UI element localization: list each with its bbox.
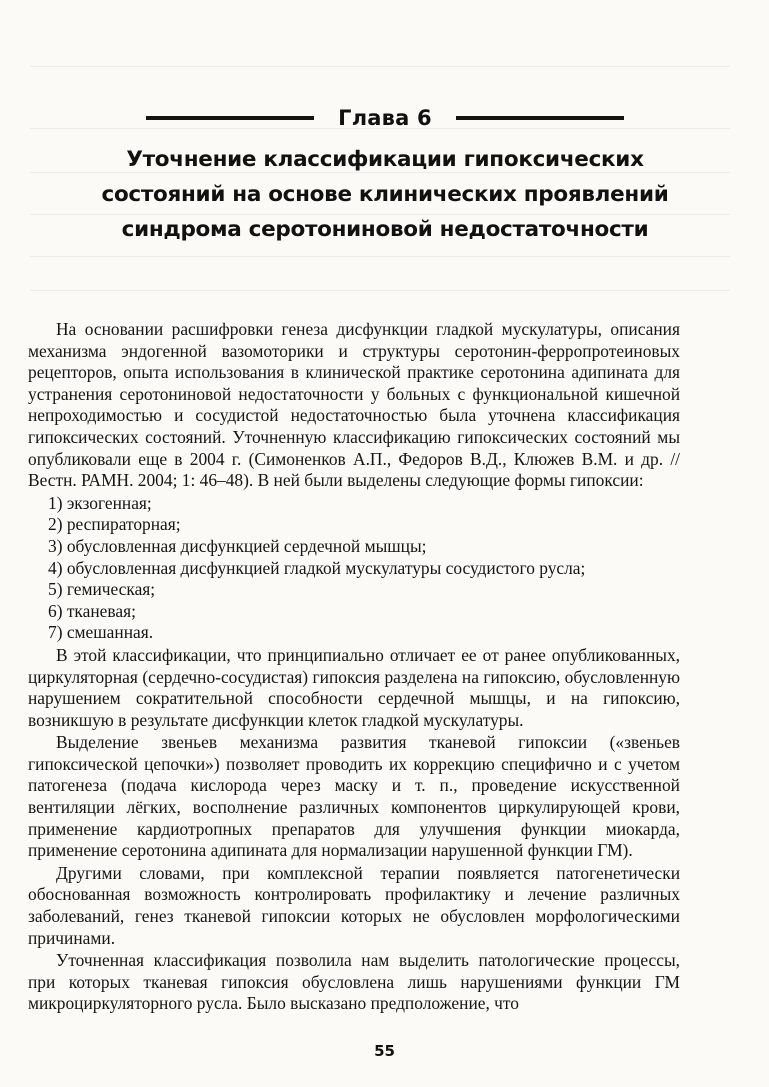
list-item: 6) тканевая; [48,600,136,621]
chapter-rule-left [146,116,314,120]
chapter-body [28,319,680,1016]
list-item: 2) респираторная; [48,514,181,535]
bleed-through-line [30,256,730,257]
chapter-title [40,142,730,247]
list-item: 4) обусловленная дисфункцией гладкой мускулатуры сосудистого русла; [48,557,586,578]
page-number: 55 [374,1042,395,1060]
paragraph: Другими словами, при комплексной терапии появляется патогенетически обоснованная возможность контролировать профилактику и лечение различных заболеваний, генез тканевой гипоксии которых не обусловлен морфологическими причинами. [28,862,680,948]
bleed-through-line [30,66,730,67]
paragraph: В этой классификации, что принципиально отличает ее от ранее опубликованных, циркуляторная (сердечно-сосудистая) гипоксия разделена на гипоксию, обусловленную нарушением сократительной способности сердечной мышцы, и на гипоксию, возникшую в результате дисфункции клеток гладкой мускулатуры. [28,644,680,730]
chapter-label: Глава 6 [338,106,432,130]
chapter-title-line: Уточнение классификации гипоксических [126,147,644,172]
list-item: 7) смешанная. [48,622,154,643]
chapter-title-line: синдрома серотониновой недостаточности [121,217,649,242]
chapter-title-line: состояний на основе клинических проявлений [101,182,669,207]
hypoxia-forms-list [28,493,680,644]
list-item: 5) гемическая; [48,579,156,600]
paragraph: Выделение звеньев механизма развития тканевой гипоксии («звеньев гипоксической цепочки») позволяет проводить их коррекцию специфично и с учетом патогенеза (подача кислорода через маску и т. п., проведение искусственной вентиляции лёгких, восполнение различных компонентов циркулирующей крови, применение кардиотропных препаратов для улучшения функции миокарда, применение серотонина адипината для нормализации нарушенной функции ГМ). [28,732,680,861]
paragraph: На основании расшифровки генеза дисфункции гладкой мускулатуры, описания механизма эндогенной вазомоторики и структуры серотонин-ферропротеиновых рецепторов, опыта использования в клинической практике серотонина адипината для устранения серотониновой недостаточности у больных с функциональной кишечной непроходимостью и сосудистой недостаточностью была уточнена классификация гипоксических состояний. Уточненную классификацию гипоксических состояний мы опубликовали еще в 2004 г. (Симоненков А.П., Федоров В.Д., Клюжев В.М. и др. // Вестн. РАМН. 2004; 1: 46–48). В ней были выделены следующие формы гипоксии: [28,319,680,491]
list-item: 3) обусловленная дисфункцией сердечной мышцы; [48,535,427,556]
chapter-rule-right [456,116,624,120]
paragraph: Уточненная классификация позволила нам выделить патологические процессы, при которых тканевая гипоксия обусловлена лишь нарушениями функции ГМ микроциркуляторного русла. Было высказано предположение, что [28,950,680,1014]
chapter-heading [95,103,675,133]
bleed-through-line [30,290,730,291]
list-item: 1) экзогенная; [48,492,152,513]
